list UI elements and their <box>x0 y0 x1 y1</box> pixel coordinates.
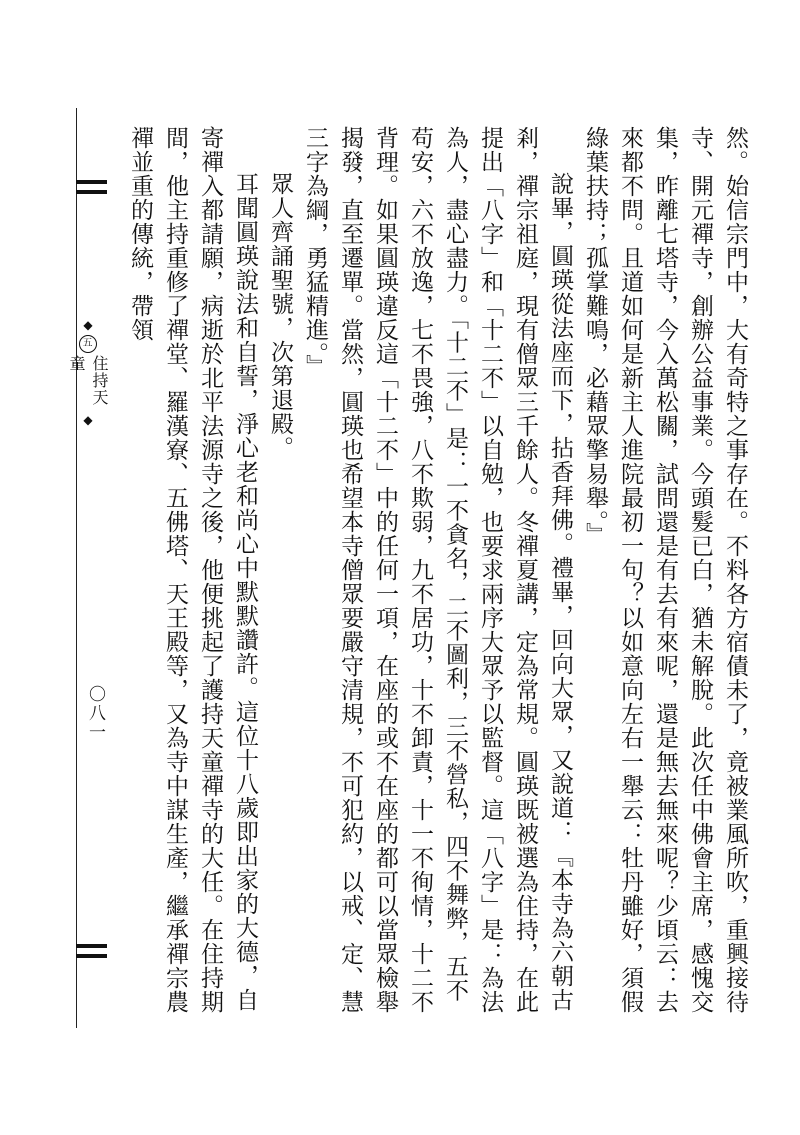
margin-bar <box>76 954 107 958</box>
paragraph: 然。始信宗門中，大有奇特之事存在。不料各方宿債未了，竟被業風所吹，重興接待寺、開元禪寺，創辦公益事業。今頭髮已白，猶未解脫。此次任中佛會主席，感愧交集，昨離七塔寺，今入萬松關，試問還是有去有來呢，還是無去無來呢？少頃云：去來都不問。且道如何是新主人進院最初一句？以如意向左右一舉云：牡丹雖好，須假綠葉扶持；孤掌難鳴，必藉眾擎易舉。』 <box>582 126 748 1014</box>
running-head <box>67 318 109 428</box>
page-number: 〇八一 <box>85 685 105 742</box>
diamond-icon: ◆ <box>81 413 95 428</box>
margin-bar <box>76 190 107 194</box>
running-head-title: 住持天童 <box>67 355 109 406</box>
margin-rule <box>76 108 77 1028</box>
paragraph: 眾人齊誦聖號，次第退殿。 <box>267 172 293 460</box>
margin-bar <box>76 944 107 948</box>
diamond-icon: ◆ <box>81 318 95 333</box>
paragraph: 耳聞圓瑛說法和自誓，淨心老和尚心中默默讚許。這位十八歲即出家的大德，自寄禪入都請願，病逝於北平法源寺之後，他便挑起了護持天童禪寺的大任。在住持期間，他主持重修了禪堂、羅漢寮、五佛塔、天王殿等，又為寺中謀生產，繼承禪宗農禪並重的傳統，帶領 <box>127 126 258 1014</box>
paragraph: 說畢，圓瑛從法座而下，拈香拜佛。禮畢，回向大眾，又說道：『本寺為六朝古剎，禪宗祖庭，現有僧眾三千餘人。冬禪夏講，定為常規。圓瑛既被選為住持，在此提出「八字」和「十二不」以自勉，也要求兩序大眾予以監督。這「八字」是：為法為人，盡心盡力。「十二不」是：一不貪名，二不圖利，三不營私，四不舞弊，五不苟安，六不放逸，七不畏強，八不欺弱，九不居功，十不卸責，十一不徇情，十二不背理。如果圓瑛違反這「十二不」中的任何一項，在座的或不在座的都可以當眾檢舉揭發，直至遷單。當然，圓瑛也希望本寺僧眾要嚴守清規，不可犯約，以戒、定、慧三字為綱，勇猛精進。』 <box>302 126 573 1014</box>
body-text <box>127 126 752 1026</box>
chapter-number-badge: 五 <box>79 335 97 353</box>
margin-bar <box>76 180 107 184</box>
